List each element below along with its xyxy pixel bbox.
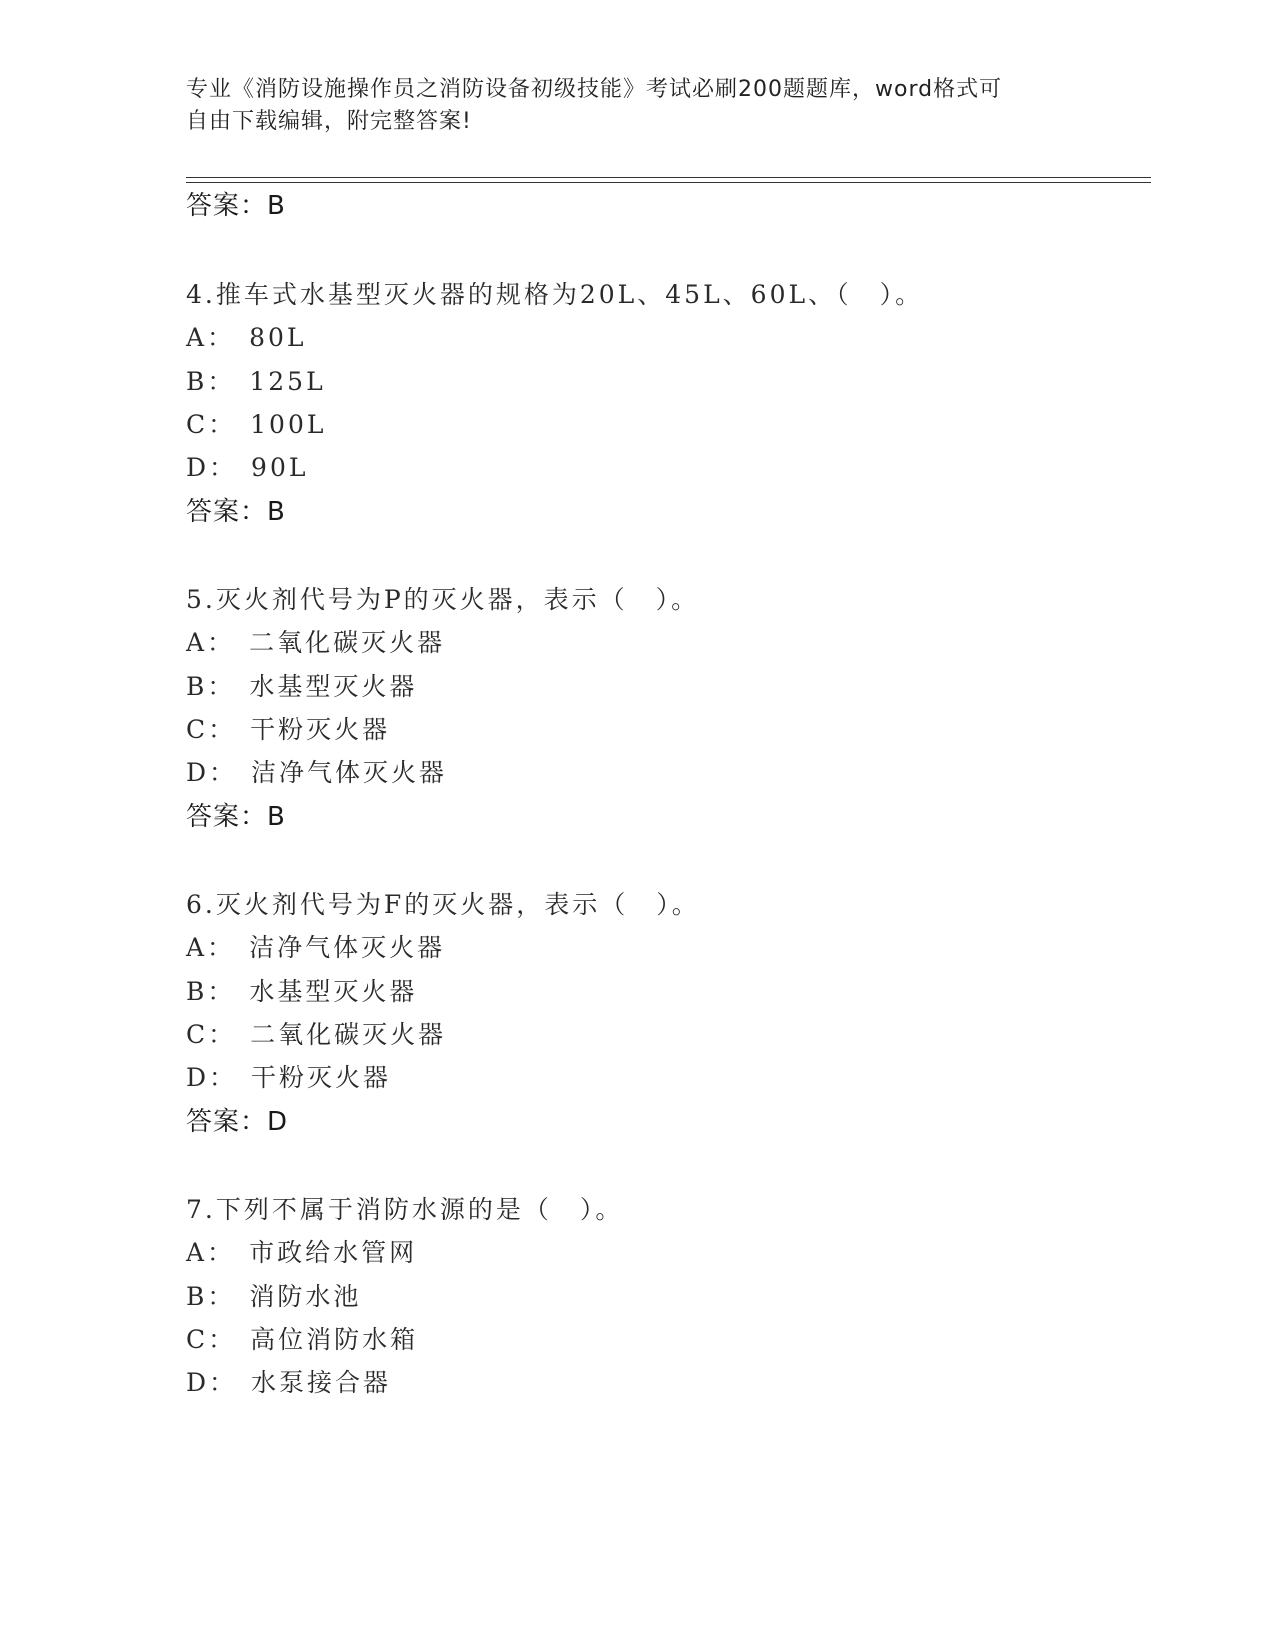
option-text: 水基型灭火器 — [249, 672, 418, 701]
option-key: D： — [186, 1063, 238, 1092]
option-a — [186, 1237, 417, 1269]
answer-label: 答案：B — [186, 191, 286, 221]
option-d — [186, 757, 447, 789]
option-c — [186, 1019, 446, 1051]
option-a — [186, 627, 445, 659]
question-stem: 4.推车式水基型灭火器的规格为20L、45L、60L、（ ）。 — [186, 280, 924, 309]
option-text: 二氧化碳灭火器 — [249, 628, 446, 657]
header-line-1: 专业《消防设施操作员之消防设备初级技能》考试必刷200题题库，word格式可 — [186, 77, 1003, 102]
option-text: 125L — [249, 367, 326, 396]
option-text: 干粉灭火器 — [250, 715, 391, 744]
option-key: A： — [186, 628, 236, 657]
option-text: 洁净气体灭火器 — [249, 933, 446, 962]
option-b — [186, 1281, 361, 1313]
option-text: 100L — [250, 410, 327, 439]
option-key: C： — [186, 715, 237, 744]
option-text: 市政给水管网 — [249, 1238, 418, 1267]
header-divider-bottom — [186, 182, 1151, 183]
option-b — [186, 366, 326, 398]
option-key: B： — [186, 367, 236, 396]
option-text: 洁净气体灭火器 — [251, 758, 448, 787]
option-key: D： — [186, 1368, 238, 1397]
header-line-2: 自由下载编辑，附完整答案! — [186, 109, 472, 134]
option-key: D： — [186, 453, 238, 482]
question-stem: 5.灭火剂代号为P的灭火器，表示（ ）。 — [186, 585, 700, 614]
option-key: A： — [186, 933, 236, 962]
option-text: 高位消防水箱 — [250, 1325, 419, 1354]
option-key: A： — [186, 1238, 236, 1267]
option-text: 90L — [251, 453, 309, 482]
option-key: B： — [186, 672, 236, 701]
option-key: B： — [186, 1282, 236, 1311]
option-d — [186, 1367, 391, 1399]
option-key: C： — [186, 1020, 237, 1049]
answer-label: 答案：B — [186, 802, 286, 832]
option-text: 消防水池 — [249, 1282, 362, 1311]
answer-label: 答案：D — [186, 1107, 289, 1137]
option-key: B： — [186, 977, 236, 1006]
option-b — [186, 671, 417, 703]
option-key: D： — [186, 758, 238, 787]
option-text: 二氧化碳灭火器 — [250, 1020, 447, 1049]
option-text: 干粉灭火器 — [251, 1063, 392, 1092]
option-key: A： — [186, 323, 236, 352]
option-d — [186, 1062, 391, 1094]
header-divider-top — [186, 177, 1151, 178]
option-text: 80L — [249, 323, 307, 352]
option-c — [186, 714, 390, 746]
option-key: C： — [186, 410, 237, 439]
option-key: C： — [186, 1325, 237, 1354]
document-header — [186, 74, 1086, 138]
option-b — [186, 976, 417, 1008]
option-a — [186, 932, 445, 964]
option-d — [186, 452, 308, 484]
option-text: 水基型灭火器 — [249, 977, 418, 1006]
answer-label: 答案：B — [186, 497, 286, 527]
option-text: 水泵接合器 — [251, 1368, 392, 1397]
question-stem: 6.灭火剂代号为F的灭火器，表示（ ）。 — [186, 890, 700, 919]
option-a — [186, 322, 306, 354]
option-c — [186, 409, 326, 441]
option-c — [186, 1324, 418, 1356]
question-stem: 7.下列不属于消防水源的是（ ）。 — [186, 1195, 624, 1224]
